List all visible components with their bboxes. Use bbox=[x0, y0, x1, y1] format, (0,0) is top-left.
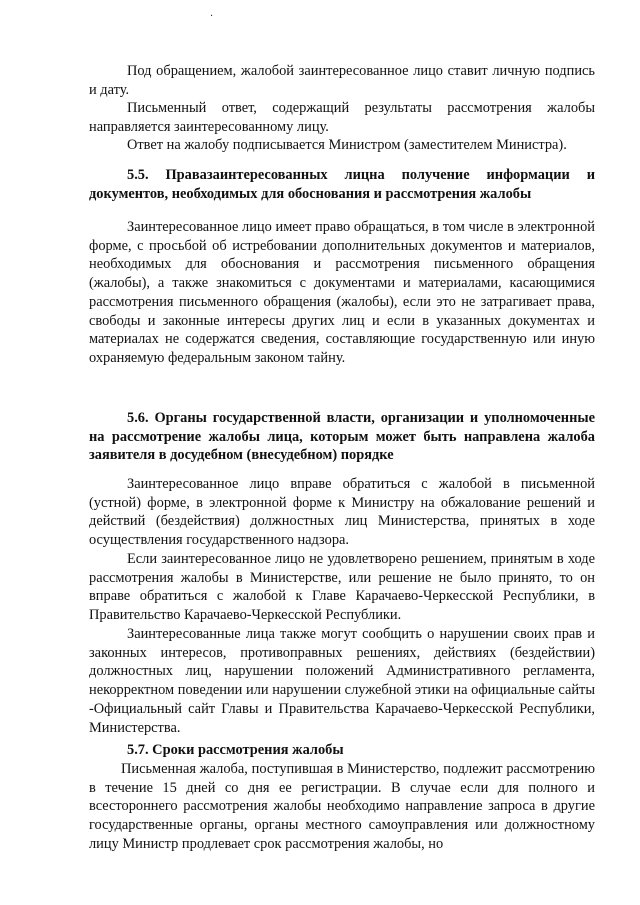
paragraph-written-answer: Письменный ответ, содержащий результаты рассмотрения жалобы направляется заинтересованному лицу. bbox=[89, 100, 595, 135]
paragraph-head-of-republic: Если заинтересованное лицо не удовлетворено решением, принятым в ходе рассмотрения жалобы в Министерстве, или решение не было принято, то он вправе обратиться с жалобой к Главе Карачаево-Черкесской Республики, в Правительство Карачаево-Черкесской Республики. bbox=[89, 551, 595, 624]
paragraph-review-terms: Письменная жалоба, поступившая в Министерство, подлежит рассмотрению в течение 15 дней со дня ее регистрации. В случае если для полного и всестороннего рассмотрения жалобы необходимо направление запроса в другие государственные органы, органы местного самоуправления или должностному лицу Министр продлевает срок рассмотрения жалобы, но bbox=[89, 761, 595, 852]
heading-5-5: 5.5. Правазаинтересованных лицна получение информации и документов, необходимых для обоснования и рассмотрения жалобы bbox=[89, 167, 595, 202]
scan-mark: · bbox=[210, 11, 214, 22]
paragraph-rights: Заинтересованное лицо имеет право обращаться, в том числе в электронной форме, с просьбой об истребовании дополнительных документов и материалов, необходимых для обоснования и рассмотрения письменного обращения (жалобы), а также знакомиться с документами и материалами, касающимися рассмотрения письменного обращения (жалобы), если это не затрагивает права, свободы и законные интересы других лиц и если в указанных документах и материалах не содержатся сведения, составляющие государственную или иную охраняемую федеральным законом тайну. bbox=[89, 219, 595, 366]
paragraph-signature: Под обращением, жалобой заинтересованное лицо ставит личную подпись и дату. bbox=[89, 63, 595, 98]
heading-5-7: 5.7. Сроки рассмотрения жалобы bbox=[127, 742, 344, 758]
paragraph-complaint-form: Заинтересованное лицо вправе обратиться с жалобой в письменной (устной) форме, в электронной форме к Министру на обжалование решений и действий (бездействия) должностных лиц Министерства, принятых в ходе осуществления государственного надзора. bbox=[89, 476, 595, 549]
paragraph-official-sites: Заинтересованные лица также могут сообщить о нарушении своих прав и законных интересов, противоправных решениях, действиях (бездействии) должностных лиц, нарушении положений Административного регламента, некорректном поведении или нарушении служебной этики на официальные сайты -Официальный сайт Главы и Правительства Карачаево-Черкесской Республики, Министерства. bbox=[89, 626, 595, 736]
paragraph-answer-signed: Ответ на жалобу подписывается Министром (заместителем Министра). bbox=[127, 137, 567, 153]
heading-5-6: 5.6. Органы государственной власти, организации и уполномоченные на рассмотрение жалобы лица, которым может быть направлена жалоба заявителя в досудебном (внесудебном) порядке bbox=[89, 410, 595, 464]
